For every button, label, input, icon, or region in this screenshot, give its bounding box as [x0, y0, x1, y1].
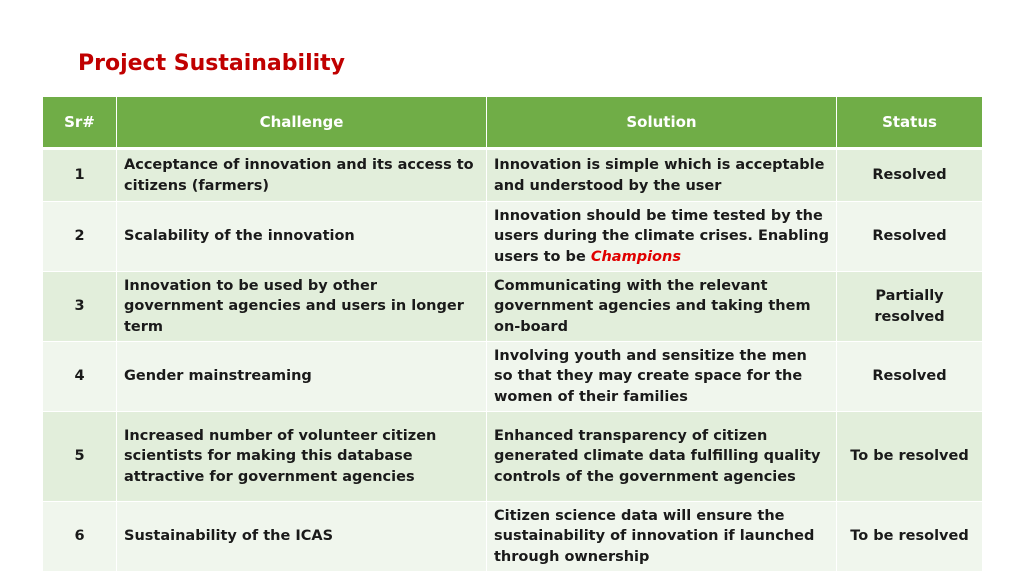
- solution-cell: Communicating with the relevant government agencies and taking them on-board: [487, 272, 837, 342]
- table-row: [43, 412, 983, 502]
- column-header-challenge: Challenge: [117, 97, 487, 149]
- sustainability-table: [42, 97, 983, 572]
- challenge-cell: Acceptance of innovation and its access to citizens (farmers): [117, 149, 487, 202]
- champions-highlight: Champions: [590, 248, 681, 265]
- sr-cell: 4: [43, 342, 117, 412]
- table-row: [43, 502, 983, 572]
- challenge-cell: Innovation to be used by other government agencies and users in longer term: [117, 272, 487, 342]
- solution-cell: [487, 202, 837, 272]
- table-row: [43, 202, 983, 272]
- table-row: [43, 149, 983, 202]
- sr-cell: 6: [43, 502, 117, 572]
- solution-text: Innovation should be time tested by the users during the climate crises. Enabling users to be: [494, 207, 829, 265]
- table-header-row: [43, 97, 983, 149]
- solution-cell: Involving youth and sensitize the men so that they may create space for the women of their families: [487, 342, 837, 412]
- sr-cell: 3: [43, 272, 117, 342]
- column-header-solution: Solution: [487, 97, 837, 149]
- sustainability-table-container: [42, 97, 982, 572]
- status-cell: Resolved: [837, 342, 983, 412]
- status-cell: Partially resolved: [837, 272, 983, 342]
- challenge-cell: Scalability of the innovation: [117, 202, 487, 272]
- solution-cell: Enhanced transparency of citizen generated climate data fulfilling quality controls of the government agencies: [487, 412, 837, 502]
- challenge-cell: Sustainability of the ICAS: [117, 502, 487, 572]
- sr-cell: 1: [43, 149, 117, 202]
- page-title: Project Sustainability: [78, 51, 346, 76]
- challenge-cell: Increased number of volunteer citizen scientists for making this database attractive for government agencies: [117, 412, 487, 502]
- table-row: [43, 272, 983, 342]
- status-cell: Resolved: [837, 202, 983, 272]
- sr-cell: 2: [43, 202, 117, 272]
- table-row: [43, 342, 983, 412]
- sr-cell: 5: [43, 412, 117, 502]
- status-cell: To be resolved: [837, 502, 983, 572]
- solution-cell: Citizen science data will ensure the sustainability of innovation if launched through ownership: [487, 502, 837, 572]
- column-header-status: Status: [837, 97, 983, 149]
- solution-cell: Innovation is simple which is acceptable and understood by the user: [487, 149, 837, 202]
- status-cell: To be resolved: [837, 412, 983, 502]
- column-header-sr: Sr#: [43, 97, 117, 149]
- status-cell: Resolved: [837, 149, 983, 202]
- challenge-cell: Gender mainstreaming: [117, 342, 487, 412]
